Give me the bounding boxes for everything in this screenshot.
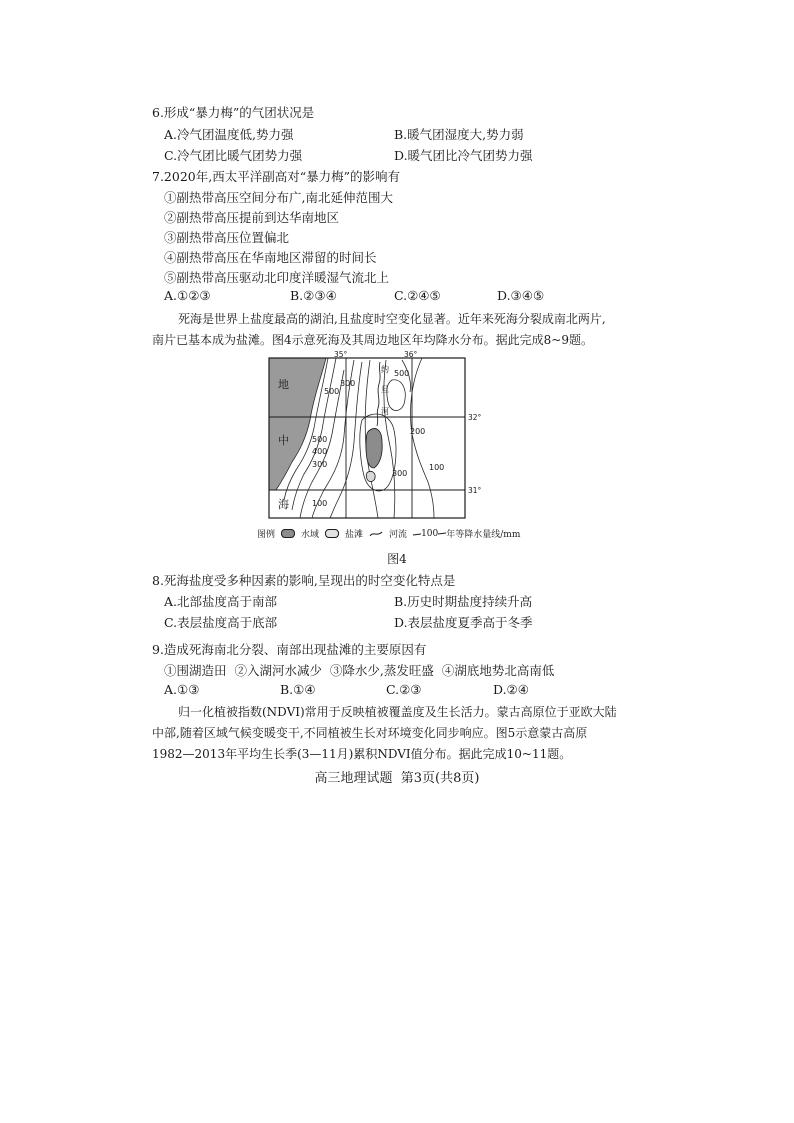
q7-statement-2: ②副热带高压提前到达华南地区 xyxy=(164,210,340,225)
dead-sea-lake xyxy=(366,429,382,469)
jordan-river xyxy=(377,362,380,426)
q6-option-c[interactable]: C.冷气团比暖气团势力强 xyxy=(164,148,303,163)
sea-label-1: 地 xyxy=(278,378,289,391)
legend-isohyet: 年等降水量线/mm xyxy=(446,530,521,540)
isohyet-label: 200 xyxy=(410,427,426,436)
dead-sea-precipitation-map xyxy=(262,350,508,530)
isohyet xyxy=(387,380,405,411)
q7-statement-5: ⑤副热带高压驱动北印度洋暖湿气流北上 xyxy=(164,270,390,285)
passage-10-11-line-1: 归一化植被指数(NDVI)常用于反映植被覆盖度及生长活力。蒙古高原位于亚欧大陆 xyxy=(178,705,617,719)
isohyet-label: 400 xyxy=(312,447,328,456)
river-label-3: 河 xyxy=(381,407,389,416)
passage-8-9-line-2: 南片已基本成为盐滩。图4示意死海及其周边地区年均降水分布。据此完成8~9题。 xyxy=(152,333,593,347)
isohyet-label: 500 xyxy=(324,387,340,396)
isohyet-label: 500 xyxy=(394,369,410,378)
q9-option-a[interactable]: A.①③ xyxy=(164,682,200,697)
isohyet-label: 300 xyxy=(340,379,356,388)
isohyet-label: 100 xyxy=(312,499,328,508)
q7-statement-3: ③副热带高压位置偏北 xyxy=(164,230,290,245)
isohyet-label: 300 xyxy=(312,460,328,469)
sea-label-2: 中 xyxy=(278,434,289,447)
isohyet xyxy=(410,358,434,518)
isohyet-label: 300 xyxy=(392,469,408,478)
q8-stem: 8.死海盐度受多种因素的影响,呈现出的时空变化特点是 xyxy=(152,573,456,588)
q7-statement-4: ④副热带高压在华南地区滞留的时间长 xyxy=(164,250,377,265)
river-label-2: 旦 xyxy=(381,385,389,394)
q6-option-d[interactable]: D.暖气团比冷气团势力强 xyxy=(394,148,533,163)
q8-option-a[interactable]: A.北部盐度高于南部 xyxy=(164,594,278,609)
q9-option-b[interactable]: B.①④ xyxy=(280,682,316,697)
q6-stem: 6.形成“暴力梅”的气团状况是 xyxy=(152,105,315,120)
river-line-icon xyxy=(369,530,383,538)
q8-option-b[interactable]: B.历史时期盐度持续升高 xyxy=(394,594,533,609)
river-label-1: 约 xyxy=(381,365,389,374)
q8-option-d[interactable]: D.表层盐度夏季高于冬季 xyxy=(394,615,533,630)
lat-label-31: 31° xyxy=(468,486,482,495)
q6-option-b[interactable]: B.暖气团湿度大,势力弱 xyxy=(394,127,524,142)
q6-option-a[interactable]: A.冷气团温度低,势力强 xyxy=(164,127,294,142)
q8-option-c[interactable]: C.表层盐度高于底部 xyxy=(164,615,278,630)
water-swatch-icon xyxy=(281,529,295,538)
isohyet-line-icon xyxy=(413,530,421,538)
q9-option-c[interactable]: C.②③ xyxy=(386,682,422,697)
salt-flat xyxy=(366,471,375,481)
passage-8-9-line-1: 死海是世界上盐度最高的湖泊,且盐度时空变化显著。近年来死海分裂成南北两片, xyxy=(178,312,606,326)
sea-label-3: 海 xyxy=(278,498,289,511)
isohyet-label: 500 xyxy=(312,435,328,444)
q9-stem: 9.造成死海南北分裂、南部出现盐滩的主要原因有 xyxy=(152,642,427,657)
q9-option-d[interactable]: D.②④ xyxy=(493,682,529,697)
passage-10-11-line-3: 1982—2013年平均生长季(3—11月)累积NDVI值分布。据此完成10~11题。 xyxy=(152,747,572,761)
q7-option-a[interactable]: A.①②③ xyxy=(164,288,211,303)
isohyet-line-icon xyxy=(438,530,446,538)
q9-statements: ①围湖造田 ②入湖河水减少 ③降水少,蒸发旺盛 ④湖底地势北高南低 xyxy=(164,663,555,678)
lon-label-36: 36° xyxy=(404,350,418,359)
legend-title: 图例 xyxy=(257,530,276,540)
map-legend xyxy=(257,527,520,540)
saltflat-swatch-icon xyxy=(325,529,339,538)
passage-10-11-line-2: 中部,随着区域气候变暖变干,不同植被生长对环境变化同步响应。图5示意蒙古高原 xyxy=(152,726,588,740)
lon-label-35: 35° xyxy=(334,350,348,359)
figure-caption: 图4 xyxy=(387,552,407,566)
isohyet-label: 100 xyxy=(429,463,445,472)
isohyet xyxy=(384,360,395,518)
page-footer: 高三地理试题 第3页(共8页) xyxy=(314,771,480,786)
q7-statement-1: ①副热带高压空间分布广,南北延伸范围大 xyxy=(164,190,393,205)
legend-water: 水域 xyxy=(301,530,320,540)
q7-option-b[interactable]: B.②③④ xyxy=(290,288,337,303)
legend-saltflat: 盐滩 xyxy=(345,530,364,540)
legend-isohyet-value: 100 xyxy=(421,528,439,539)
lat-label-32: 32° xyxy=(468,413,482,422)
q7-option-d[interactable]: D.③④⑤ xyxy=(497,288,545,303)
q7-stem: 7.2020年,西太平洋副高对“暴力梅”的影响有 xyxy=(152,169,400,184)
q7-option-c[interactable]: C.②④⑤ xyxy=(394,288,441,303)
legend-river: 河流 xyxy=(389,530,408,540)
